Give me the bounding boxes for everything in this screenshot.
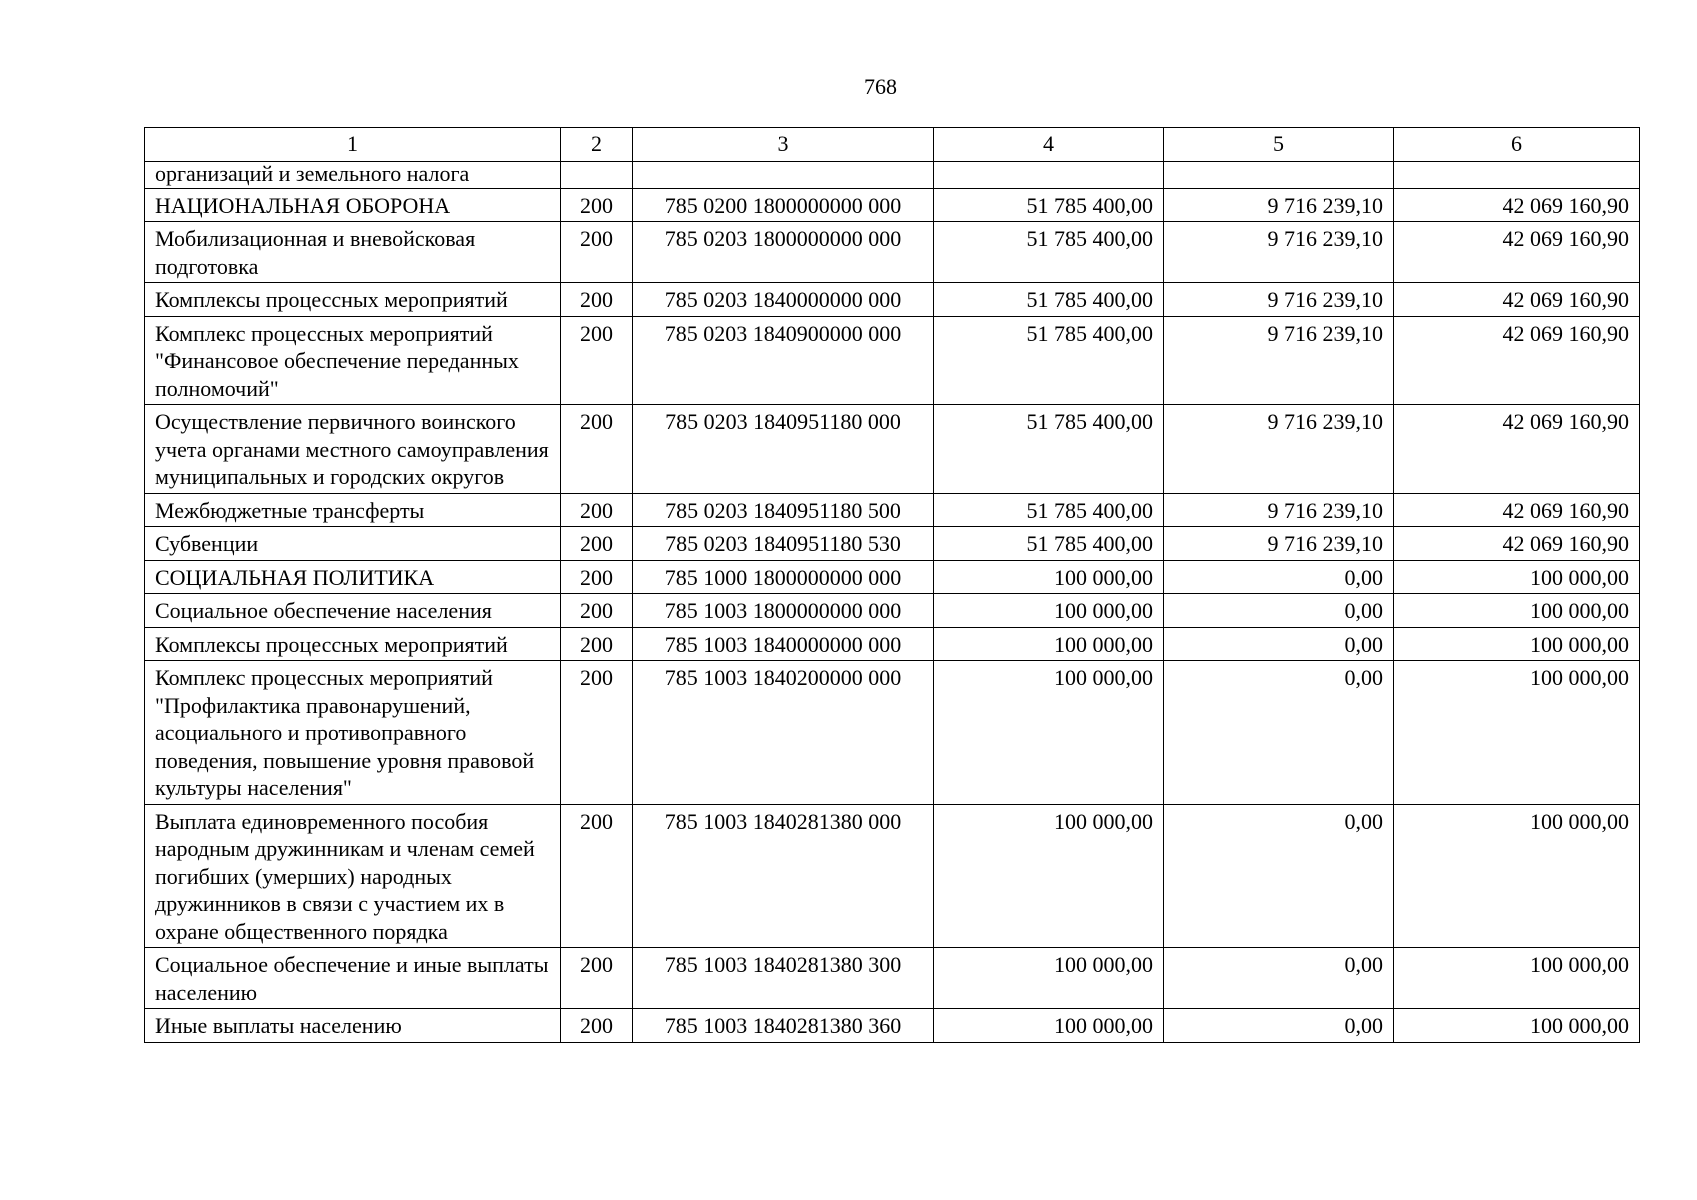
table-row (145, 661, 1640, 805)
row-executed: 0,00 (1164, 948, 1394, 1009)
row-classification: 785 1003 1840281380 000 (633, 804, 934, 948)
row-classification: 785 1003 1840281380 360 (633, 1009, 934, 1043)
row-unexecuted: 100 000,00 (1394, 594, 1640, 628)
table-row (145, 188, 1640, 222)
row-executed: 9 716 239,10 (1164, 493, 1394, 527)
row-unexecuted: 100 000,00 (1394, 627, 1640, 661)
row-code: 200 (561, 560, 633, 594)
column-header-6: 6 (1394, 128, 1640, 162)
row-unexecuted: 100 000,00 (1394, 560, 1640, 594)
row-code: 200 (561, 188, 633, 222)
table-row (145, 594, 1640, 628)
row-classification: 785 0203 1840951180 530 (633, 527, 934, 561)
table-row (145, 804, 1640, 948)
row-unexecuted: 42 069 160,90 (1394, 222, 1640, 283)
table-row (145, 283, 1640, 317)
row-name: организаций и земельного налога (145, 161, 561, 188)
page-number: 768 (864, 74, 897, 99)
row-code: 200 (561, 283, 633, 317)
row-executed: 9 716 239,10 (1164, 222, 1394, 283)
row-executed: 9 716 239,10 (1164, 316, 1394, 405)
row-approved: 100 000,00 (934, 560, 1164, 594)
row-executed (1164, 161, 1394, 188)
row-unexecuted: 42 069 160,90 (1394, 283, 1640, 317)
column-header-2: 2 (561, 128, 633, 162)
row-executed: 0,00 (1164, 560, 1394, 594)
column-header-1: 1 (145, 128, 561, 162)
row-classification: 785 0203 1840900000 000 (633, 316, 934, 405)
row-name: Комплексы процессных мероприятий (145, 283, 561, 317)
row-name: СОЦИАЛЬНАЯ ПОЛИТИКА (145, 560, 561, 594)
row-name: Субвенции (145, 527, 561, 561)
row-code: 200 (561, 222, 633, 283)
table-row (145, 161, 1640, 188)
row-executed: 9 716 239,10 (1164, 283, 1394, 317)
row-unexecuted: 42 069 160,90 (1394, 188, 1640, 222)
row-classification: 785 0203 1840000000 000 (633, 283, 934, 317)
row-approved: 51 785 400,00 (934, 405, 1164, 494)
row-approved: 51 785 400,00 (934, 527, 1164, 561)
row-approved: 100 000,00 (934, 1009, 1164, 1043)
row-code: 200 (561, 405, 633, 494)
row-classification: 785 0200 1800000000 000 (633, 188, 934, 222)
table-body (145, 161, 1640, 1042)
row-approved: 100 000,00 (934, 594, 1164, 628)
row-executed: 0,00 (1164, 804, 1394, 948)
table-row (145, 493, 1640, 527)
row-name: Межбюджетные трансферты (145, 493, 561, 527)
row-classification: 785 1003 1840200000 000 (633, 661, 934, 805)
row-name: Иные выплаты населению (145, 1009, 561, 1043)
row-name: Социальное обеспечение и иные выплаты населению (145, 948, 561, 1009)
row-approved: 51 785 400,00 (934, 283, 1164, 317)
budget-execution-table (144, 127, 1640, 1043)
row-classification: 785 1003 1840281380 300 (633, 948, 934, 1009)
row-name: Выплата единовременного пособия народным дружинникам и членам семей погибших (умерших) народных дружинников в связи с участием их в охране общественного порядка (145, 804, 561, 948)
row-unexecuted: 42 069 160,90 (1394, 493, 1640, 527)
row-approved: 100 000,00 (934, 661, 1164, 805)
row-name: Осуществление первичного воинского учета органами местного самоуправления муниципальных и городских округов (145, 405, 561, 494)
row-unexecuted: 42 069 160,90 (1394, 316, 1640, 405)
row-executed: 0,00 (1164, 594, 1394, 628)
row-approved: 100 000,00 (934, 627, 1164, 661)
row-executed: 9 716 239,10 (1164, 405, 1394, 494)
row-code: 200 (561, 948, 633, 1009)
table-row (145, 527, 1640, 561)
row-code: 200 (561, 316, 633, 405)
table-row (145, 222, 1640, 283)
column-header-4: 4 (934, 128, 1164, 162)
row-unexecuted: 100 000,00 (1394, 661, 1640, 805)
row-unexecuted (1394, 161, 1640, 188)
row-executed: 9 716 239,10 (1164, 527, 1394, 561)
row-name: Комплексы процессных мероприятий (145, 627, 561, 661)
row-unexecuted: 42 069 160,90 (1394, 527, 1640, 561)
row-executed: 0,00 (1164, 1009, 1394, 1043)
row-code: 200 (561, 527, 633, 561)
column-header-3: 3 (633, 128, 934, 162)
row-name: Мобилизационная и вневойсковая подготовка (145, 222, 561, 283)
row-classification: 785 1003 1840000000 000 (633, 627, 934, 661)
row-code: 200 (561, 804, 633, 948)
row-executed: 0,00 (1164, 627, 1394, 661)
row-approved: 51 785 400,00 (934, 188, 1164, 222)
row-classification (633, 161, 934, 188)
row-approved: 51 785 400,00 (934, 493, 1164, 527)
row-code: 200 (561, 594, 633, 628)
table-row (145, 560, 1640, 594)
row-approved: 51 785 400,00 (934, 222, 1164, 283)
row-name: НАЦИОНАЛЬНАЯ ОБОРОНА (145, 188, 561, 222)
table-row (145, 627, 1640, 661)
table-row (145, 948, 1640, 1009)
row-unexecuted: 100 000,00 (1394, 948, 1640, 1009)
row-approved: 51 785 400,00 (934, 316, 1164, 405)
row-classification: 785 1003 1800000000 000 (633, 594, 934, 628)
row-executed: 0,00 (1164, 661, 1394, 805)
row-executed: 9 716 239,10 (1164, 188, 1394, 222)
table-row (145, 1009, 1640, 1043)
row-unexecuted: 100 000,00 (1394, 1009, 1640, 1043)
row-name: Комплекс процессных мероприятий "Профилактика правонарушений, асоциального и противоправного поведения, повышение уровня правовой культуры населения" (145, 661, 561, 805)
row-code: 200 (561, 661, 633, 805)
header-row (145, 128, 1640, 162)
row-approved (934, 161, 1164, 188)
row-classification: 785 0203 1840951180 500 (633, 493, 934, 527)
row-classification: 785 1000 1800000000 000 (633, 560, 934, 594)
row-code: 200 (561, 1009, 633, 1043)
row-name: Социальное обеспечение населения (145, 594, 561, 628)
row-approved: 100 000,00 (934, 804, 1164, 948)
table-row (145, 316, 1640, 405)
row-unexecuted: 100 000,00 (1394, 804, 1640, 948)
row-approved: 100 000,00 (934, 948, 1164, 1009)
row-unexecuted: 42 069 160,90 (1394, 405, 1640, 494)
row-classification: 785 0203 1800000000 000 (633, 222, 934, 283)
row-name: Комплекс процессных мероприятий "Финансовое обеспечение переданных полномочий" (145, 316, 561, 405)
row-code: 200 (561, 627, 633, 661)
table-row (145, 405, 1640, 494)
row-code: 200 (561, 493, 633, 527)
row-classification: 785 0203 1840951180 000 (633, 405, 934, 494)
column-header-5: 5 (1164, 128, 1394, 162)
row-code (561, 161, 633, 188)
